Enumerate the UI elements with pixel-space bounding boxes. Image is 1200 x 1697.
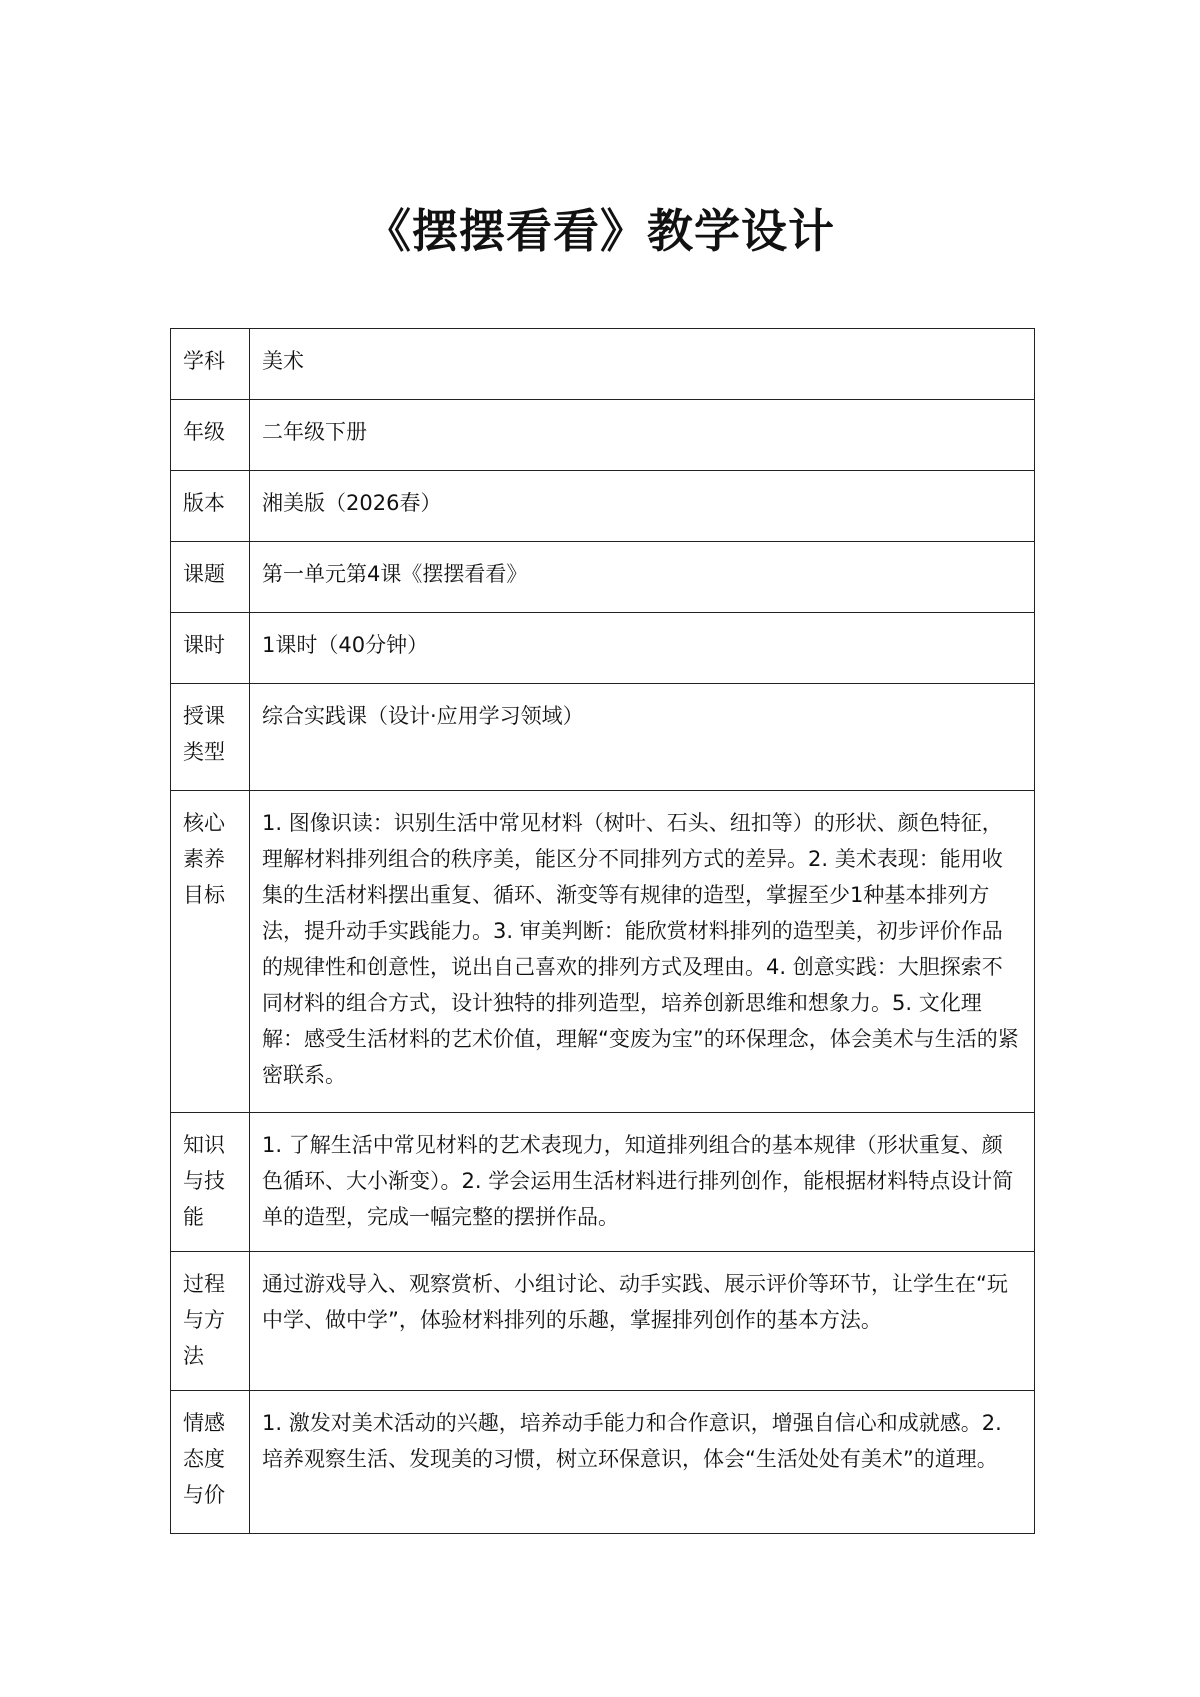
table-row <box>171 1252 1035 1391</box>
row-label: 情感态度与价 <box>171 1391 250 1534</box>
row-label: 授课类型 <box>171 684 250 791</box>
row-value: 综合实践课（设计·应用学习领域） <box>250 684 1035 791</box>
row-value: 1. 了解生活中常见材料的艺术表现力，知道排列组合的基本规律（形状重复、颜色循环、大小渐变）。2. 学会运用生活材料进行排列创作，能根据材料特点设计简单的造型，完成一幅完整的摆拼作品。 <box>250 1113 1035 1252</box>
table-row <box>171 329 1035 400</box>
table-row <box>171 791 1035 1113</box>
row-label: 课题 <box>171 542 250 613</box>
table-row <box>171 400 1035 471</box>
lesson-info-table <box>170 328 1035 1534</box>
row-value: 通过游戏导入、观察赏析、小组讨论、动手实践、展示评价等环节，让学生在“玩中学、做中学”，体验材料排列的乐趣，掌握排列创作的基本方法。 <box>250 1252 1035 1391</box>
row-label: 过程与方法 <box>171 1252 250 1391</box>
table-row <box>171 684 1035 791</box>
row-label: 学科 <box>171 329 250 400</box>
row-label: 知识与技能 <box>171 1113 250 1252</box>
table-row <box>171 1391 1035 1534</box>
row-value: 1. 图像识读：识别生活中常见材料（树叶、石头、纽扣等）的形状、颜色特征，理解材料排列组合的秩序美，能区分不同排列方式的差异。2. 美术表现：能用收集的生活材料摆出重复、循环、渐变等有规律的造型，掌握至少1种基本排列方法，提升动手实践能力。3. 审美判断：能欣赏材料排列的造型美，初步评价作品的规律性和创意性，说出自己喜欢的排列方式及理由。4. 创意实践：大胆探索不同材料的组合方式，设计独特的排列造型，培养创新思维和想象力。5. 文化理解：感受生活材料的艺术价值，理解“变废为宝”的环保理念，体会美术与生活的紧密联系。 <box>250 791 1035 1113</box>
row-value: 二年级下册 <box>250 400 1035 471</box>
row-value: 1课时（40分钟） <box>250 613 1035 684</box>
row-label: 课时 <box>171 613 250 684</box>
table-row <box>171 1113 1035 1252</box>
page-title: 《摆摆看看》教学设计 <box>365 204 835 258</box>
table-row <box>171 542 1035 613</box>
table-row <box>171 613 1035 684</box>
row-label: 核心素养目标 <box>171 791 250 1113</box>
row-value: 湘美版（2026春） <box>250 471 1035 542</box>
row-value: 美术 <box>250 329 1035 400</box>
row-value: 1. 激发对美术活动的兴趣，培养动手能力和合作意识，增强自信心和成就感。2. 培养观察生活、发现美的习惯，树立环保意识，体会“生活处处有美术”的道理。 <box>250 1391 1035 1534</box>
row-value: 第一单元第4课《摆摆看看》 <box>250 542 1035 613</box>
table-row <box>171 471 1035 542</box>
row-label: 年级 <box>171 400 250 471</box>
row-label: 版本 <box>171 471 250 542</box>
